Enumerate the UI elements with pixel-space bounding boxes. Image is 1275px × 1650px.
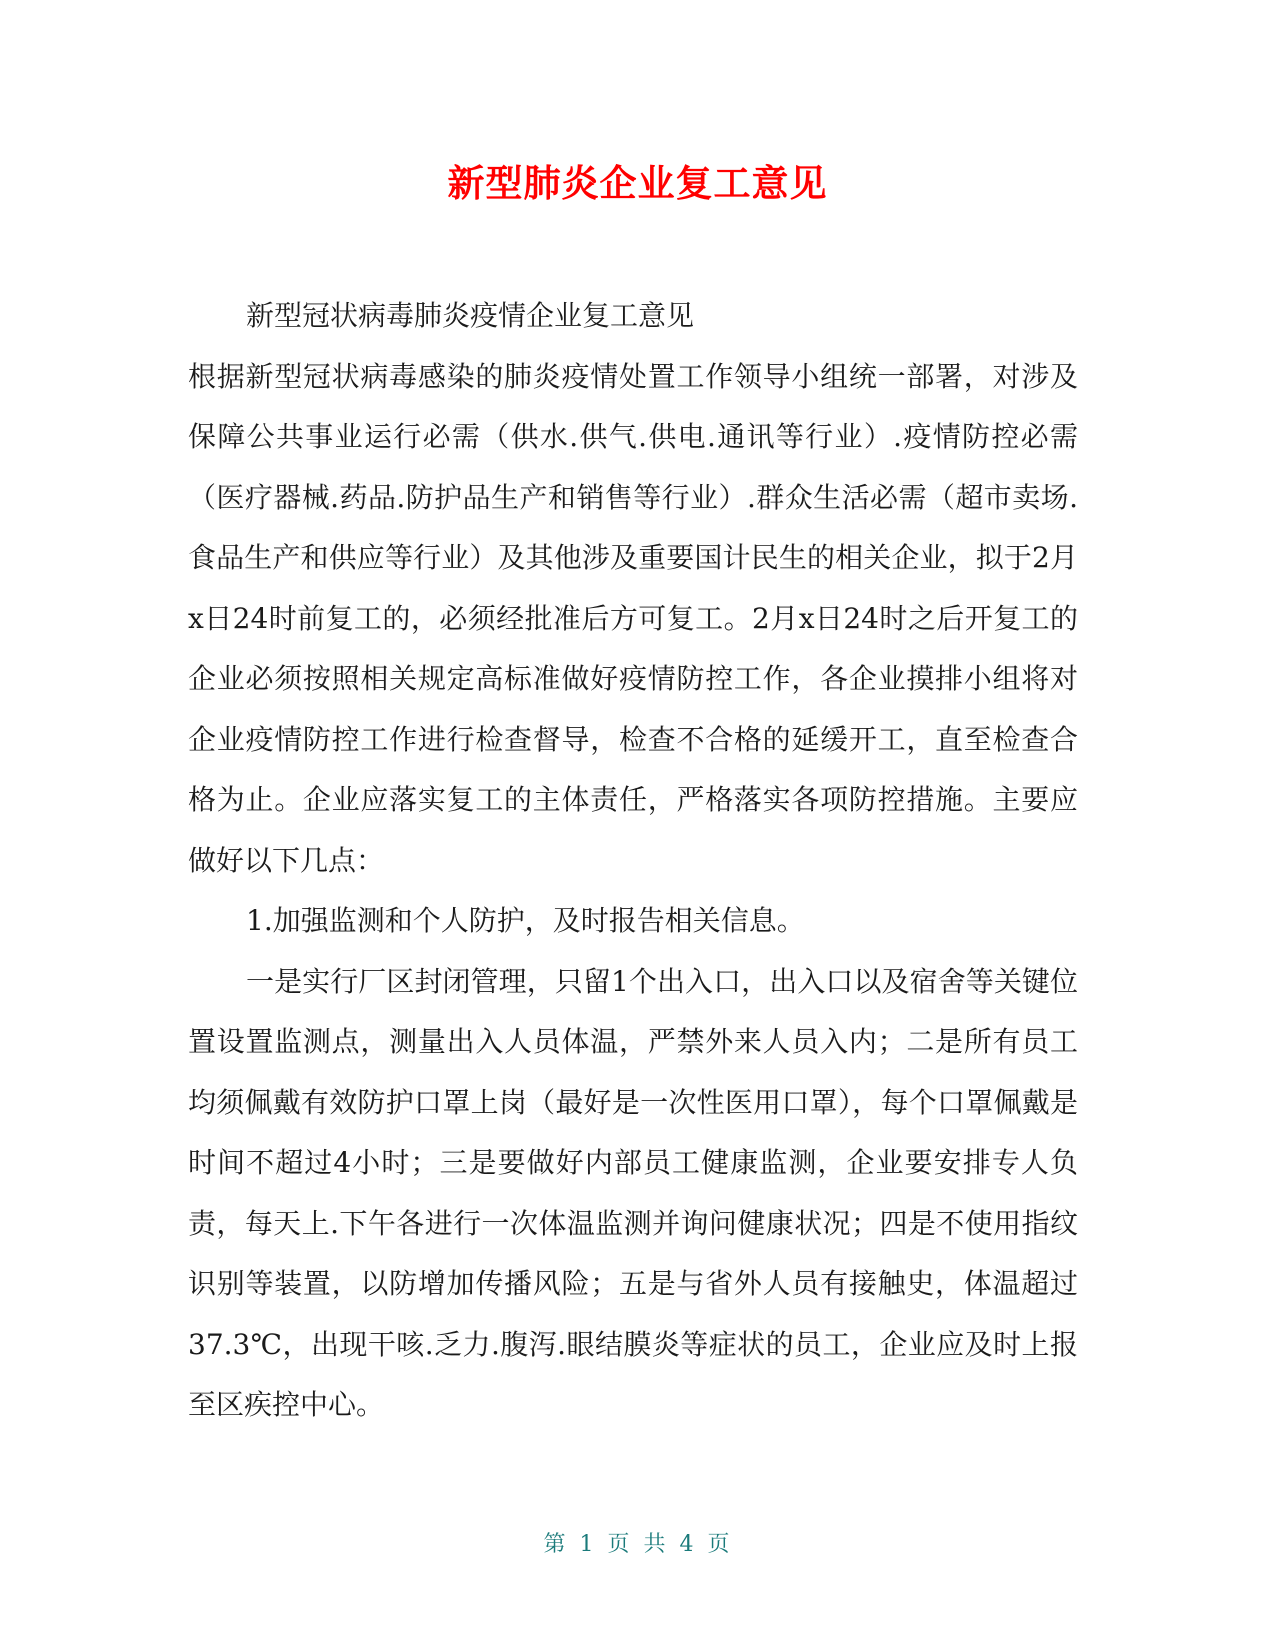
document-body xyxy=(188,286,1078,1436)
footer-label-end: 页 xyxy=(707,1532,732,1557)
footer-current-page: 1 xyxy=(579,1532,596,1557)
footer-label-of: 页 xyxy=(607,1532,632,1557)
footer-label-total: 共 xyxy=(643,1532,668,1557)
footer-total-pages: 4 xyxy=(679,1532,696,1557)
page-footer xyxy=(0,1530,1275,1560)
paragraph-measures: 一是实行厂区封闭管理，只留1个出入口，出入口以及宿舍等关键位置设置监测点，测量出入人员体温，严禁外来人员入内；二是所有员工均须佩戴有效防护口罩上岗（最好是一次性医用口罩），每个口罩佩戴是时间不超过4小时；三是要做好内部员工健康监测，企业要安排专人负责，每天上.下午各进行一次体温监测并询问健康状况；四是不使用指纹识别等装置，以防增加传播风险；五是与省外人员有接触史，体温超过37.3℃，出现干咳.乏力.腹泻.眼结膜炎等症状的员工，企业应及时上报至区疾控中心。 xyxy=(188,964,1078,1421)
paragraph-intro: 根据新型冠状病毒感染的肺炎疫情处置工作领导小组统一部署，对涉及保障公共事业运行必需（供水.供气.供电.通讯等行业）.疫情防控必需（医疗器械.药品.防护品生产和销售等行业）.群众生活必需（超市卖场.食品生产和供应等行业）及其他涉及重要国计民生的相关企业，拟于2月x日24时前复工的，必须经批准后方可复工。2月x日24时之后开复工的企业必须按照相关规定高标准做好疫情防控工作，各企业摸排小组将对企业疫情防控工作进行检查督导，检查不合格的延缓开工，直至检查合格为止。企业应落实复工的主体责任，严格落实各项防控措施。主要应做好以下几点： xyxy=(188,359,1078,877)
document-subtitle: 新型冠状病毒肺炎疫情企业复工意见 xyxy=(246,299,695,332)
document-title: 新型肺炎企业复工意见 xyxy=(447,162,828,205)
paragraph-heading-1: 1.加强监测和个人防护，及时报告相关信息。 xyxy=(246,904,805,937)
footer-label-page: 第 xyxy=(543,1532,568,1557)
